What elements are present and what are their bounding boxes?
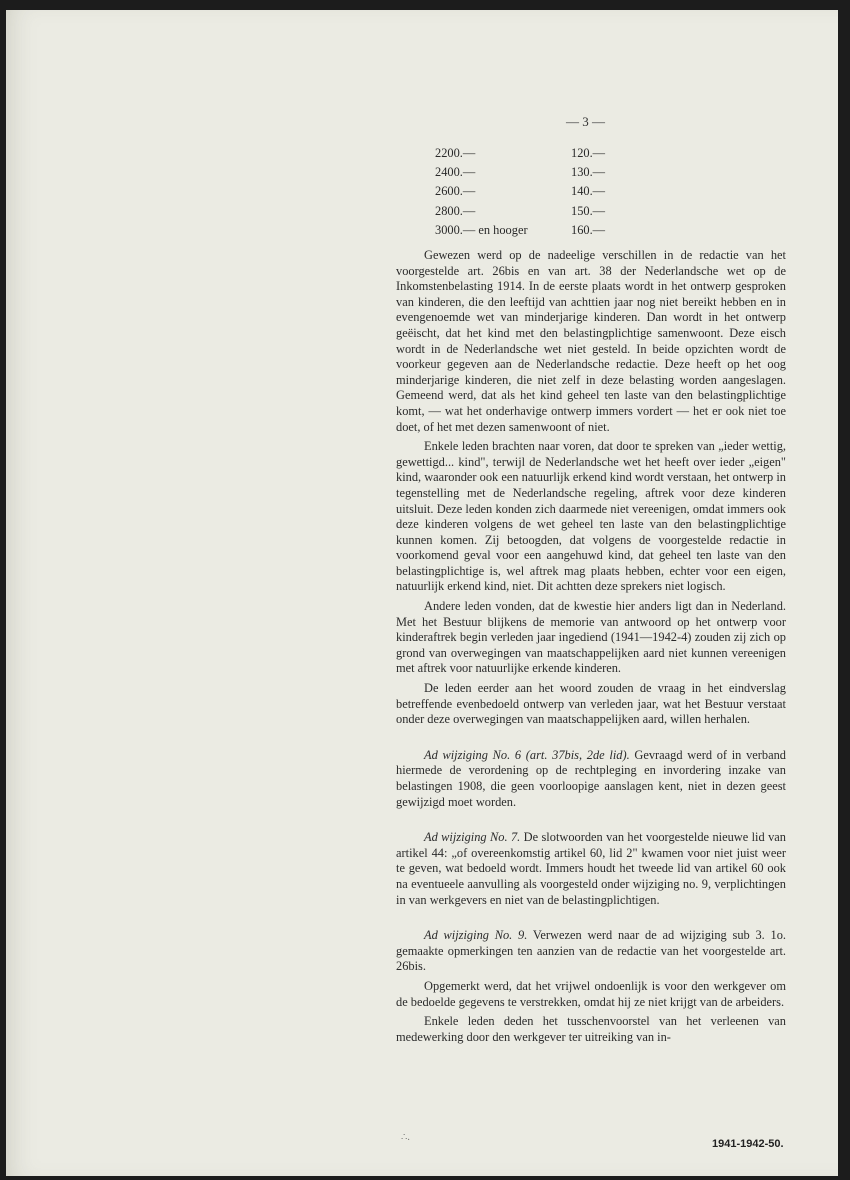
body-text [396,248,786,1049]
ad-section-9 [396,928,786,975]
table-row [435,221,631,240]
ad-text: Verwezen werd naar de ad wijziging sub 3. 1o. gemaakte opmerkingen ten aanzien van de redactie van het voorgestelde art. 26bis. [396,928,786,974]
amount-cell: 120.— [571,146,606,160]
income-cell: 2600.— [435,184,476,199]
paragraph: Andere leden vonden, dat de kwestie hier anders ligt dan in Nederland. Met het Bestuur blijkens de memorie van antwoord op het ontwerp voor kinderaftrek begin verleden jaar ingediend (1941—1942-4) zouden zij zich op grond van overwegingen van maatschappelijken aard niet kunnen vereenigen met aftrek voor natuurlijke erkende kinderen. [396,599,786,676]
amount-cell: 130.— [571,165,606,180]
paragraph: Opgemerkt werd, dat het vrijwel ondoenlijk is voor den werkgever om de bedoelde gegevens te verstrekken, omdat hij ze niet krijgt van de arbeiders. [396,978,786,1009]
income-cell: 2400.— [435,165,476,180]
paragraph: Gewezen werd op de nadeelige verschillen in de redactie van het voorgestelde art. 26bis en van art. 38 der Nederlandsche wet op de Inkomstenbelasting 1914. In de eerste plaats wordt in het ontwerp gesproken van kinderen, die den leeftijd van achttien jaar nog niet bereikt hebben en in evengenoemde wet van minderjarige kinderen. Dan wordt in het ontwerp geëischt, dat het kind met den belastingplichtige samenwoont. Deze eisch wordt in de Nederlandsche wet niet gesteld. In beide opzichten wordt de voorkeur gegeven aan de Nederlandsche redactie. Deze heeft op het oog minderjarige kinderen, die niet zelf in deze belasting worden aangeslagen. Gemeend werd, dat als het kind geheel ten laste van den belastingplichtige komt, — wat het onderhavige ontwerp immers vordert — het er ook niet toe doet, of het met dezen samenwoont of niet. [396,248,786,434]
amount-cell: 150.— [571,203,606,218]
income-cell: 2200.— [435,146,476,160]
document-page [6,10,838,1176]
ad-text: Gevraagd werd of in verband hiermede de verordening op de rechtpleging en invordering inzake van belastingen 1908, die geen voorloopige aanslagen kent, niet in dezen geest gewijzigd moet worden. [396,747,786,809]
table-row [435,144,631,163]
document-code: 1941-1942-50. [712,1138,784,1150]
ad-heading: Ad wijziging No. 6 (art. 37bis, 2de lid). [424,747,630,762]
paragraph: Enkele leden deden het tusschenvoorstel van het verleenen van medewerking door den werkgever ter uitreiking van in- [396,1014,786,1044]
ad-heading: Ad wijziging No. 9. [424,928,528,943]
page-number: — 3 — [566,114,605,129]
table-row [435,163,631,182]
ad-text: De slotwoorden van het voorgestelde nieuwe lid van artikel 44: „of overeenkomstig artikel 60, lid 2" kwamen voor niet juist weer te geven, wat bedoeld wordt. Immers houdt het tweede lid van artikel 60 ook na eventueele aanvulling als voorgesteld onder wijziging no. 9, verplichtingen in van werkgevers en niet van de belastingplichtigen. [396,830,786,907]
ink-smudge: ∴. [401,1132,410,1143]
amount-cell: 160.— [571,222,606,237]
table-row [435,182,631,201]
paragraph: Enkele leden brachten naar voren, dat door te spreken van „ieder wettig, gewettigd... kind", terwijl de Nederlandsche wet het heeft over ieder „eigen" kind, waaronder ook een natuurlijk erkend kind wordt verstaan, het ontwerp in tegenstelling met de Nederlandsche regeling, aftrek voor deze kinderen uitsluit. Deze leden konden zich daarmede niet vereenigen, omdat immers ook deze kinderen volgens de wet geheel ten laste van den belastingplichtige kunnen komen. Zij betoogden, dat volgens de voorgestelde redactie in voorkomend geval voor een aangehuwd kind, dat geheel ten laste van den belastingplichtige is, wel aftrek mag plaats hebben, echter voor een eigen, natuurlijk erkend kind, niet. Dit achtten deze sprekers niet logisch. [396,439,786,594]
table-row [435,202,631,221]
income-table [435,144,631,240]
income-cell: 2800.— [435,203,476,218]
income-cell: 3000.— en hooger [435,222,528,237]
ad-section-6 [396,748,786,810]
amount-cell: 140.— [571,184,606,199]
paragraph: De leden eerder aan het woord zouden de vraag in het eindverslag betreffende evenbedoeld ontwerp van verleden jaar, wat het Bestuur verstaat onder deze overwegingen van maatschappelijken aard, willen herhalen. [396,681,786,727]
ad-section-7 [396,830,786,908]
ad-heading: Ad wijziging No. 7. [424,830,521,845]
